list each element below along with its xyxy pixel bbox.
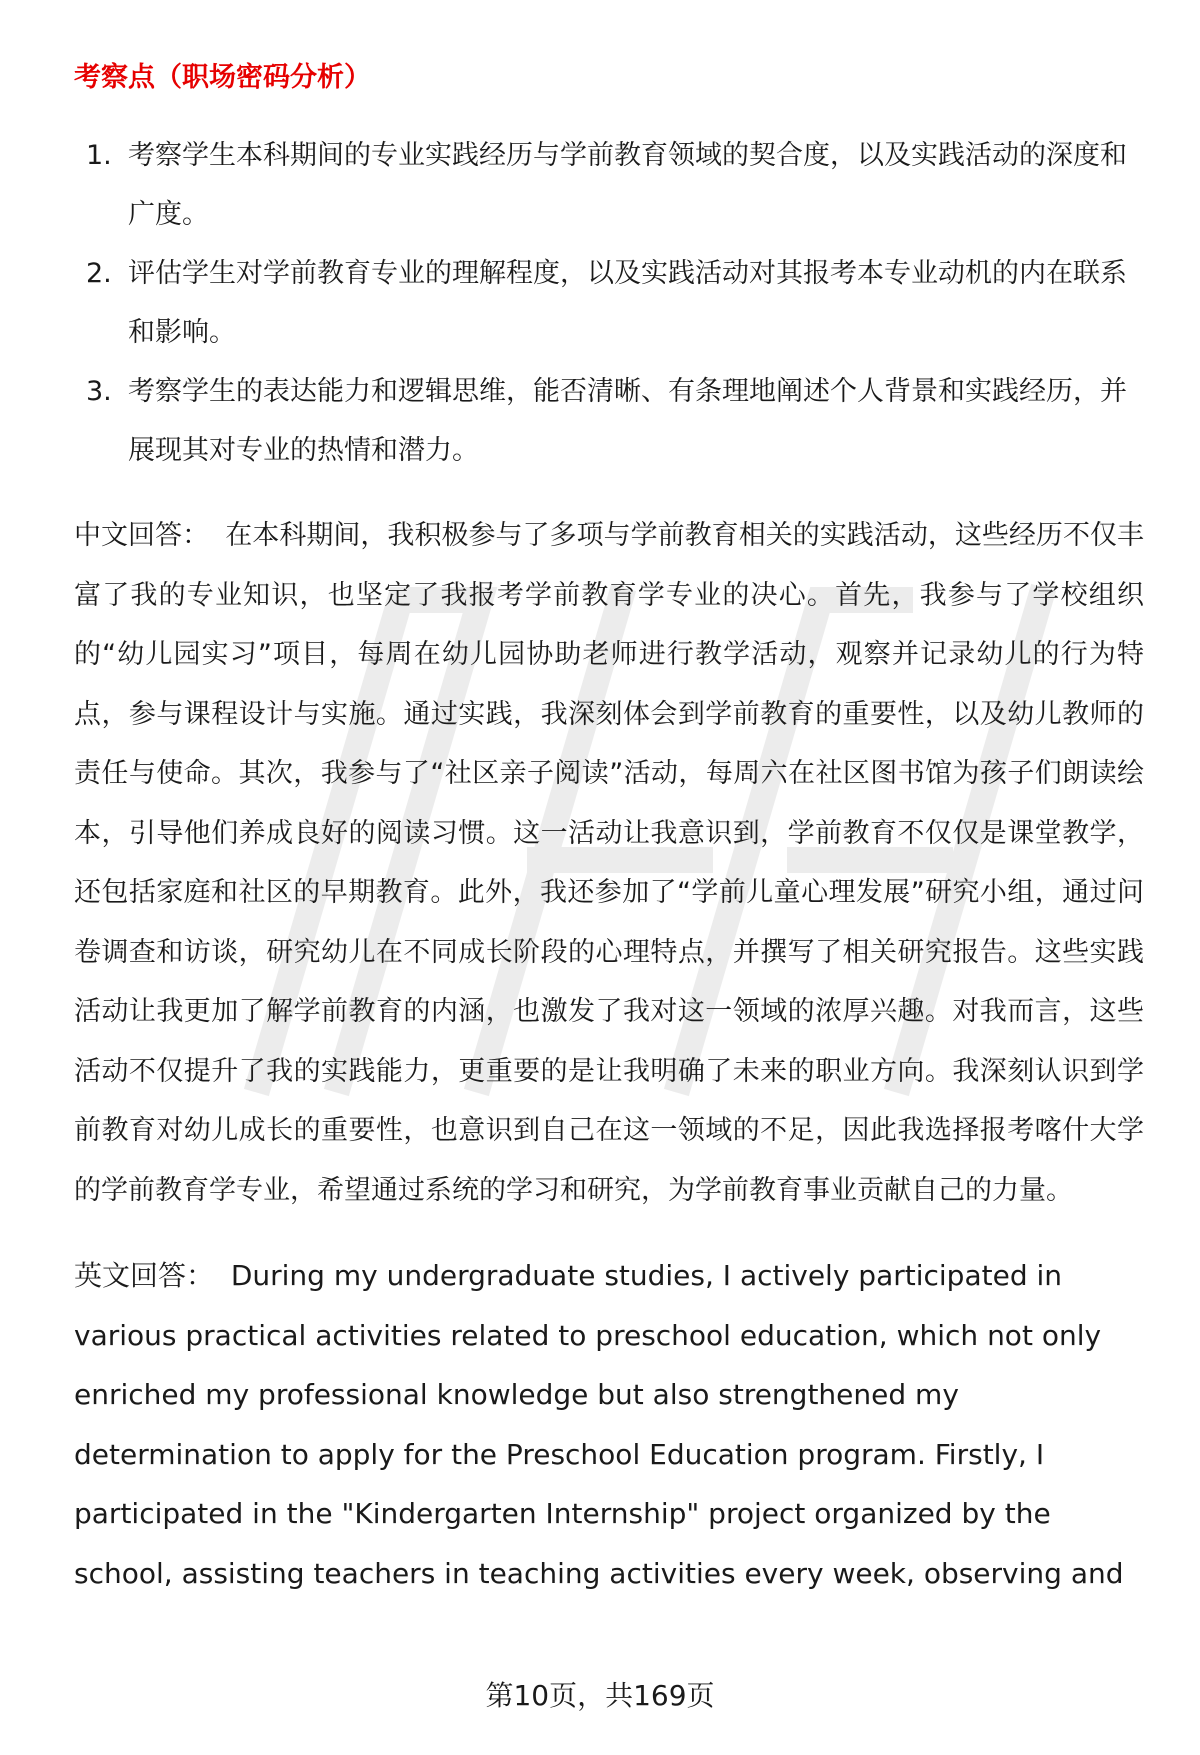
english-answer-text: During my undergraduate studies, I actively participated in various practical activities related to preschool education, which not only enriched my professional knowledge but also strengthened my determination to apply for the Preschool Education program. Firstly, I participated in the "Kindergarten Internship" project organized by the school, assisting teachers in teaching activities every week, observing and	[74, 1259, 1124, 1590]
list-item	[74, 126, 1144, 244]
list-item-number: 3.	[86, 376, 112, 407]
list-item-text: 评估学生对学前教育专业的理解程度，以及实践活动对其报考本专业动机的内在联系和影响。	[128, 258, 1127, 348]
document-body	[74, 56, 1144, 1629]
list-item	[74, 244, 1144, 362]
list-item	[74, 362, 1144, 480]
chinese-answer-label: 中文回答：	[74, 520, 210, 551]
chinese-answer-text: 在本科期间，我积极参与了多项与学前教育相关的实践活动，这些经历不仅丰富了我的专业知识，也坚定了我报考学前教育学专业的决心。首先，我参与了学校组织的“幼儿园实习”项目，每周在幼儿园协助老师进行教学活动，观察并记录幼儿的行为特点，参与课程设计与实施。通过实践，我深刻体会到学前教育的重要性，以及幼儿教师的责任与使命。其次，我参与了“社区亲子阅读”活动，每周六在社区图书馆为孩子们朗读绘本，引导他们养成良好的阅读习惯。这一活动让我意识到，学前教育不仅仅是课堂教学，还包括家庭和社区的早期教育。此外，我还参加了“学前儿童心理发展”研究小组，通过问卷调查和访谈，研究幼儿在不同成长阶段的心理特点，并撰写了相关研究报告。这些实践活动让我更加了解学前教育的内涵，也激发了我对这一领域的浓厚兴趣。对我而言，这些活动不仅提升了我的实践能力，更重要的是让我明确了未来的职业方向。我深刻认识到学前教育对幼儿成长的重要性，也意识到自己在这一领域的不足，因此我选择报考喀什大学的学前教育学专业，希望通过系统的学习和研究，为学前教育事业贡献自己的力量。	[74, 520, 1145, 1206]
list-item-text: 考察学生的表达能力和逻辑思维，能否清晰、有条理地阐述个人背景和实践经历，并展现其对专业的热情和潜力。	[128, 376, 1127, 466]
list-item-number: 1.	[86, 140, 112, 171]
list-item-number: 2.	[86, 258, 112, 289]
english-answer-label: 英文回答：	[74, 1259, 215, 1292]
list-item-text: 考察学生本科期间的专业实践经历与学前教育领域的契合度，以及实践活动的深度和广度。	[128, 140, 1127, 230]
section-title: 考察点（职场密码分析）	[74, 62, 371, 93]
english-answer-paragraph	[74, 1246, 1144, 1603]
chinese-answer-paragraph	[74, 506, 1144, 1220]
page-number-footer: 第10页，共169页	[485, 1679, 715, 1712]
key-points-list	[74, 126, 1144, 480]
